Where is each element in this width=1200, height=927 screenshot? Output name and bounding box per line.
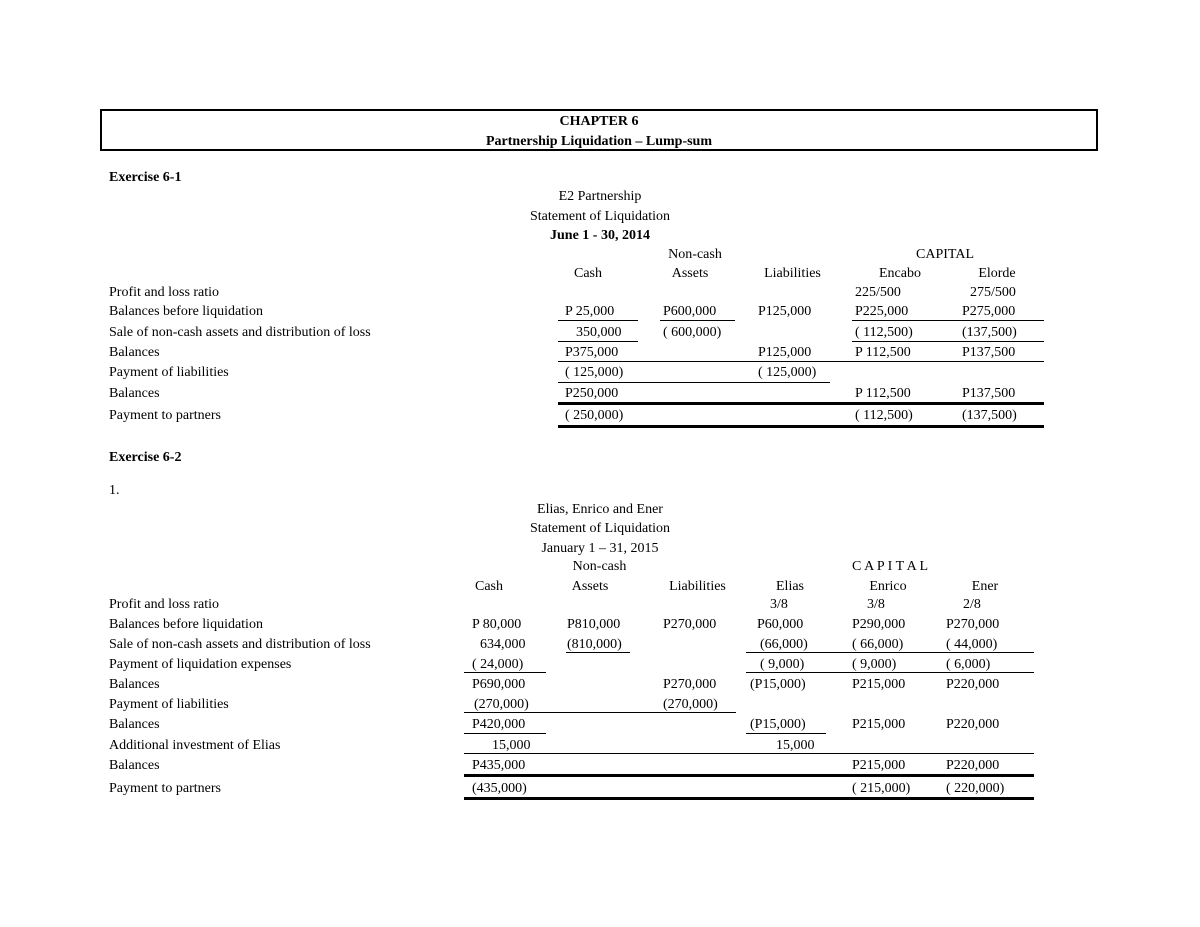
ex1-statement-title: Statement of Liquidation — [530, 209, 670, 224]
ex2-cell: ( 24,000) — [472, 657, 524, 672]
exercise-1-label: Exercise 6-1 — [109, 170, 182, 185]
ex2-cell: ( 9,000) — [852, 657, 897, 672]
ex2-cell: ( 44,000) — [946, 637, 998, 652]
ex2-cell: P 80,000 — [472, 617, 522, 632]
ex2-cell: 3/8 — [770, 597, 788, 612]
rule — [852, 341, 1044, 342]
chapter-subtitle: Partnership Liquidation – Lump-sum — [486, 134, 712, 149]
ex1-col-noncash-top: Non-cash — [668, 247, 722, 262]
ex1-cell: (137,500) — [962, 325, 1017, 340]
ex2-cell: P220,000 — [946, 677, 1000, 692]
ex2-cell: 3/8 — [867, 597, 885, 612]
double-rule — [464, 797, 1034, 800]
ex2-col-enrico: Enrico — [869, 579, 907, 594]
ex2-cell: 15,000 — [776, 738, 815, 753]
chapter-header — [100, 109, 1098, 151]
rule — [464, 672, 546, 673]
ex2-row-label: Profit and loss ratio — [109, 597, 220, 612]
ex2-cell: P690,000 — [472, 677, 526, 692]
ex2-cell: P220,000 — [946, 758, 1000, 773]
ex2-cell: P810,000 — [567, 617, 621, 632]
ex1-row-label: Payment to partners — [109, 408, 221, 423]
ex1-cell: ( 112,500) — [855, 408, 913, 423]
ex1-period: June 1 - 30, 2014 — [550, 228, 650, 243]
rule — [464, 753, 1034, 754]
rule — [558, 320, 638, 321]
ex1-capital-header: CAPITAL — [916, 247, 974, 262]
ex2-cell: ( 220,000) — [946, 781, 1005, 796]
ex1-cell: P375,000 — [565, 345, 619, 360]
ex2-cell: P60,000 — [757, 617, 804, 632]
ex1-cell: P275,000 — [962, 304, 1016, 319]
rule — [558, 341, 638, 342]
ex2-capital-header: C A P I T A L — [852, 559, 928, 574]
ex2-cell: (435,000) — [472, 781, 527, 796]
rule — [464, 733, 546, 734]
ex2-row-label: Balances — [109, 758, 160, 773]
ex1-cell: P250,000 — [565, 386, 619, 401]
rule — [558, 382, 830, 383]
exercise-2-label: Exercise 6-2 — [109, 450, 182, 465]
ex2-cell: P270,000 — [946, 617, 1000, 632]
rule — [464, 712, 736, 713]
rule — [852, 320, 1044, 321]
ex1-cell: ( 112,500) — [855, 325, 913, 340]
ex1-cell: P600,000 — [663, 304, 717, 319]
ex2-cell: 2/8 — [963, 597, 981, 612]
ex1-cell: ( 250,000) — [565, 408, 624, 423]
rule — [660, 320, 735, 321]
ex2-cell: 15,000 — [492, 738, 531, 753]
ex1-col-elorde: Elorde — [978, 266, 1016, 281]
ex1-row-label: Payment of liabilities — [109, 365, 229, 380]
ex1-cell: 350,000 — [576, 325, 622, 340]
ex1-cell: P 25,000 — [565, 304, 615, 319]
ex2-cell: (P15,000) — [750, 677, 806, 692]
ex2-col-liabilities: Liabilities — [669, 579, 726, 594]
ex2-cell: ( 215,000) — [852, 781, 911, 796]
ex1-entity-name: E2 Partnership — [558, 189, 642, 204]
ex1-cell: ( 600,000) — [663, 325, 722, 340]
ex2-cell: P435,000 — [472, 758, 526, 773]
ex1-cell: P125,000 — [758, 345, 812, 360]
rule — [746, 652, 1034, 653]
ex1-row-label: Balances before liquidation — [109, 304, 263, 319]
ex1-cell: P125,000 — [758, 304, 812, 319]
ex2-cell: P215,000 — [852, 717, 906, 732]
ex2-entity-name: Elias, Enrico and Ener — [537, 502, 663, 517]
rule — [746, 733, 826, 734]
ex2-statement-title: Statement of Liquidation — [530, 521, 670, 536]
ex1-col-cash: Cash — [574, 266, 602, 281]
ex1-row-label: Sale of non-cash assets and distribution of loss — [109, 325, 371, 340]
ex1-col-liabilities: Liabilities — [764, 266, 821, 281]
ex2-row-label: Sale of non-cash assets and distribution of loss — [109, 637, 371, 652]
ex2-row-label: Payment of liquidation expenses — [109, 657, 292, 672]
ex2-col-assets: Assets — [571, 579, 609, 594]
double-rule — [558, 402, 1044, 405]
ex1-cell: P225,000 — [855, 304, 909, 319]
ex1-cell: 275/500 — [970, 285, 1016, 300]
ex2-cell: (270,000) — [474, 697, 529, 712]
ex1-cell: (137,500) — [962, 408, 1017, 423]
ex2-col-elias: Elias — [776, 579, 804, 594]
ex2-row-label: Balances — [109, 677, 160, 692]
ex2-cell: 634,000 — [480, 637, 526, 652]
ex1-col-assets: Assets — [671, 266, 709, 281]
ex2-row-label: Balances before liquidation — [109, 617, 263, 632]
ex2-cell: P220,000 — [946, 717, 1000, 732]
ex1-row-label: Profit and loss ratio — [109, 285, 220, 300]
ex1-cell: 225/500 — [855, 285, 901, 300]
ex2-cell: P270,000 — [663, 677, 717, 692]
ex2-row-label: Additional investment of Elias — [109, 738, 281, 753]
ex1-col-encabo: Encabo — [879, 266, 921, 281]
ex2-cell: P270,000 — [663, 617, 717, 632]
ex1-row-label: Balances — [109, 345, 160, 360]
ex2-row-label: Payment to partners — [109, 781, 221, 796]
ex2-cell: P290,000 — [852, 617, 906, 632]
ex2-cell: P420,000 — [472, 717, 526, 732]
ex1-cell: P 112,500 — [855, 386, 911, 401]
rule — [746, 672, 1034, 673]
ex1-cell: P137,500 — [962, 386, 1016, 401]
ex2-cell: ( 66,000) — [852, 637, 904, 652]
ex2-cell: P215,000 — [852, 677, 906, 692]
ex2-cell: (66,000) — [760, 637, 808, 652]
ex2-col-noncash-top: Non-cash — [572, 559, 627, 574]
ex2-cell: (270,000) — [663, 697, 718, 712]
ex2-cell: ( 6,000) — [946, 657, 991, 672]
ex2-period: January 1 – 31, 2015 — [541, 541, 659, 556]
rule — [558, 361, 1044, 362]
double-rule — [558, 425, 1044, 428]
ex2-row-label: Payment of liabilities — [109, 697, 229, 712]
ex2-number: 1. — [109, 483, 120, 498]
chapter-title: CHAPTER 6 — [559, 114, 639, 129]
ex2-cell: ( 9,000) — [760, 657, 805, 672]
ex1-cell: P 112,500 — [855, 345, 911, 360]
double-rule — [464, 774, 1034, 777]
ex2-cell: P215,000 — [852, 758, 906, 773]
ex1-cell: P137,500 — [962, 345, 1016, 360]
ex1-row-label: Balances — [109, 386, 160, 401]
ex2-col-ener: Ener — [971, 579, 999, 594]
ex2-cell: (810,000) — [567, 637, 622, 652]
ex2-row-label: Balances — [109, 717, 160, 732]
rule — [566, 652, 630, 653]
ex1-cell: ( 125,000) — [565, 365, 624, 380]
ex1-cell: ( 125,000) — [758, 365, 817, 380]
ex2-col-cash: Cash — [475, 579, 503, 594]
ex2-cell: (P15,000) — [750, 717, 806, 732]
